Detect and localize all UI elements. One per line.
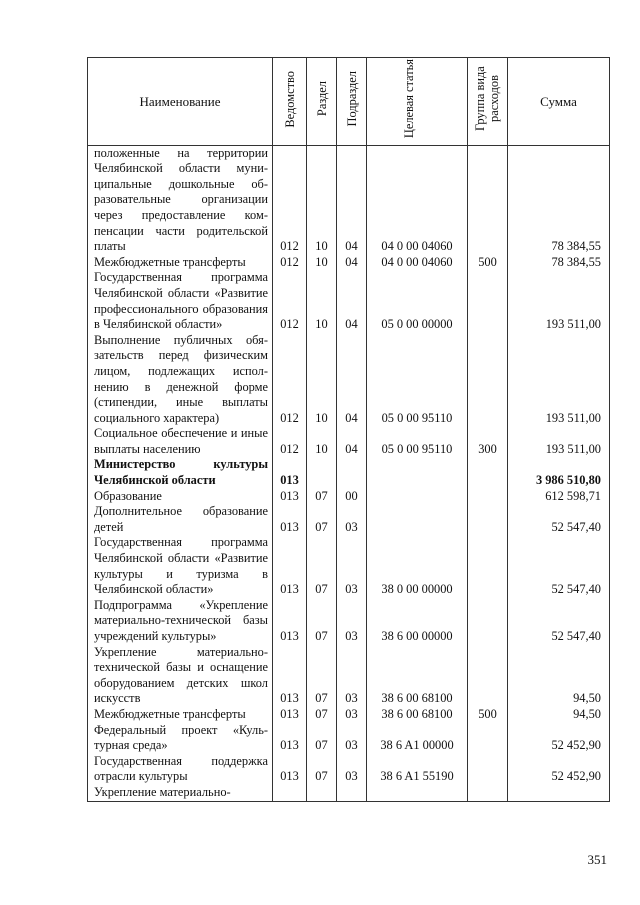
header-gruppa bbox=[468, 58, 508, 146]
table-row bbox=[88, 270, 610, 332]
row-name: Выполнение публичных обязательств перед физическим лицом, подлежащих исполнению в денежной форме (стипендии, иные выплаты социального характера) bbox=[88, 333, 273, 427]
row-summa: 94,50 bbox=[508, 707, 610, 723]
row-podrazd: 04 bbox=[337, 270, 367, 332]
row-ved: 013 bbox=[273, 754, 307, 785]
table-row bbox=[88, 754, 610, 785]
row-razd: 07 bbox=[307, 754, 337, 785]
row-gruppa bbox=[468, 723, 508, 754]
row-summa: 78 384,55 bbox=[508, 255, 610, 271]
row-ved: 013 bbox=[273, 489, 307, 505]
row-razd bbox=[307, 457, 337, 488]
row-podrazd: 04 bbox=[337, 145, 367, 255]
row-razd: 10 bbox=[307, 426, 337, 457]
row-celevaya: 38 6 00 68100 bbox=[367, 707, 468, 723]
row-gruppa: 500 bbox=[468, 707, 508, 723]
row-celevaya bbox=[367, 504, 468, 535]
table-row bbox=[88, 785, 610, 801]
row-razd: 07 bbox=[307, 707, 337, 723]
row-gruppa bbox=[468, 535, 508, 597]
row-gruppa bbox=[468, 785, 508, 801]
row-podrazd: 03 bbox=[337, 504, 367, 535]
row-ved: 013 bbox=[273, 504, 307, 535]
row-gruppa bbox=[468, 333, 508, 427]
row-name: Межбюджетные трансферты bbox=[88, 707, 273, 723]
row-summa: 78 384,55 bbox=[508, 145, 610, 255]
row-celevaya: 38 6 A1 00000 bbox=[367, 723, 468, 754]
budget-table bbox=[87, 57, 610, 802]
row-summa: 193 511,00 bbox=[508, 270, 610, 332]
row-name: Подпрограмма «Укрепление материально-технической базы учреждений культуры» bbox=[88, 598, 273, 645]
row-gruppa bbox=[468, 598, 508, 645]
table-row bbox=[88, 457, 610, 488]
row-ved: 013 bbox=[273, 457, 307, 488]
row-celevaya bbox=[367, 785, 468, 801]
row-podrazd: 04 bbox=[337, 333, 367, 427]
row-podrazd bbox=[337, 457, 367, 488]
row-celevaya: 38 0 00 00000 bbox=[367, 535, 468, 597]
header-podrazd-label: Подраздел bbox=[344, 71, 359, 127]
header-gruppa-label: Группа вида расходов bbox=[472, 66, 501, 132]
header-razd-label: Раздел bbox=[314, 81, 329, 117]
row-celevaya bbox=[367, 489, 468, 505]
row-name: Укрепление материально-технической базы и оснащение оборудованием детских школ искусств bbox=[88, 645, 273, 707]
row-celevaya: 04 0 00 04060 bbox=[367, 145, 468, 255]
row-podrazd: 03 bbox=[337, 754, 367, 785]
row-ved: 012 bbox=[273, 145, 307, 255]
row-podrazd: 03 bbox=[337, 645, 367, 707]
table-row bbox=[88, 145, 610, 255]
header-ved bbox=[273, 58, 307, 146]
header-podrazd bbox=[337, 58, 367, 146]
row-razd: 07 bbox=[307, 723, 337, 754]
table-row bbox=[88, 535, 610, 597]
row-summa: 193 511,00 bbox=[508, 333, 610, 427]
row-podrazd: 03 bbox=[337, 535, 367, 597]
row-name: положенные на территории Челябинской области муниципальные дошкольные образовательные организации через предоставление компенсации части родительской платы bbox=[88, 145, 273, 255]
row-name: Государственная поддержка отрасли культуры bbox=[88, 754, 273, 785]
row-summa: 52 452,90 bbox=[508, 754, 610, 785]
row-razd: 10 bbox=[307, 255, 337, 271]
header-celevaya-label: Целевая статья bbox=[402, 59, 416, 139]
row-summa: 3 986 510,80 bbox=[508, 457, 610, 488]
row-razd: 10 bbox=[307, 145, 337, 255]
row-razd: 07 bbox=[307, 489, 337, 505]
row-ved: 012 bbox=[273, 255, 307, 271]
row-ved bbox=[273, 785, 307, 801]
row-ved: 013 bbox=[273, 707, 307, 723]
row-summa: 52 547,40 bbox=[508, 598, 610, 645]
header-razd bbox=[307, 58, 337, 146]
row-name: Социальное обеспечение и иные выплаты населению bbox=[88, 426, 273, 457]
row-podrazd: 03 bbox=[337, 598, 367, 645]
table-row bbox=[88, 426, 610, 457]
row-podrazd bbox=[337, 785, 367, 801]
row-name: Образование bbox=[88, 489, 273, 505]
row-summa: 94,50 bbox=[508, 645, 610, 707]
row-name: Федеральный проект «Культурная среда» bbox=[88, 723, 273, 754]
row-name: Дополнительное образование детей bbox=[88, 504, 273, 535]
row-ved: 013 bbox=[273, 645, 307, 707]
row-razd: 07 bbox=[307, 504, 337, 535]
row-summa: 52 547,40 bbox=[508, 535, 610, 597]
row-razd: 10 bbox=[307, 333, 337, 427]
row-celevaya: 04 0 00 04060 bbox=[367, 255, 468, 271]
row-summa: 193 511,00 bbox=[508, 426, 610, 457]
row-podrazd: 03 bbox=[337, 707, 367, 723]
row-podrazd: 00 bbox=[337, 489, 367, 505]
row-summa: 612 598,71 bbox=[508, 489, 610, 505]
row-razd: 07 bbox=[307, 535, 337, 597]
row-gruppa bbox=[468, 754, 508, 785]
row-name: Государственная программа Челябинской области «Развитие профессионального образования в Челябинской области» bbox=[88, 270, 273, 332]
row-gruppa bbox=[468, 270, 508, 332]
row-ved: 012 bbox=[273, 426, 307, 457]
row-ved: 013 bbox=[273, 598, 307, 645]
table-row bbox=[88, 723, 610, 754]
row-summa: 52 452,90 bbox=[508, 723, 610, 754]
row-name: Министерство культуры Челябинской области bbox=[88, 457, 273, 488]
row-gruppa bbox=[468, 457, 508, 488]
row-ved: 012 bbox=[273, 333, 307, 427]
table-row bbox=[88, 255, 610, 271]
table-row bbox=[88, 707, 610, 723]
page-number: 351 bbox=[587, 852, 607, 867]
row-razd: 07 bbox=[307, 645, 337, 707]
row-ved: 013 bbox=[273, 723, 307, 754]
table-row bbox=[88, 489, 610, 505]
header-ved-label: Ведомство bbox=[282, 70, 297, 128]
row-celevaya: 38 6 A1 55190 bbox=[367, 754, 468, 785]
table-row bbox=[88, 645, 610, 707]
row-podrazd: 03 bbox=[337, 723, 367, 754]
row-celevaya: 05 0 00 95110 bbox=[367, 426, 468, 457]
row-gruppa bbox=[468, 145, 508, 255]
row-gruppa bbox=[468, 645, 508, 707]
header-celevaya bbox=[367, 58, 468, 146]
row-celevaya: 38 6 00 00000 bbox=[367, 598, 468, 645]
row-name: Государственная программа Челябинской области «Развитие культуры и туризма в Челябинской области» bbox=[88, 535, 273, 597]
row-ved: 013 bbox=[273, 535, 307, 597]
row-celevaya: 38 6 00 68100 bbox=[367, 645, 468, 707]
row-ved: 012 bbox=[273, 270, 307, 332]
table-row bbox=[88, 333, 610, 427]
row-razd: 07 bbox=[307, 598, 337, 645]
row-gruppa bbox=[468, 489, 508, 505]
header-summa: Сумма bbox=[508, 58, 610, 146]
header-name: Наименование bbox=[88, 58, 273, 146]
table-body bbox=[88, 145, 610, 801]
table-header bbox=[88, 58, 610, 146]
row-name: Укрепление материально- bbox=[88, 785, 273, 801]
row-summa: 52 547,40 bbox=[508, 504, 610, 535]
row-name: Межбюджетные трансферты bbox=[88, 255, 273, 271]
row-celevaya bbox=[367, 457, 468, 488]
row-gruppa bbox=[468, 504, 508, 535]
row-razd: 10 bbox=[307, 270, 337, 332]
row-celevaya: 05 0 00 95110 bbox=[367, 333, 468, 427]
table-row bbox=[88, 504, 610, 535]
table-row bbox=[88, 598, 610, 645]
row-razd bbox=[307, 785, 337, 801]
row-celevaya: 05 0 00 00000 bbox=[367, 270, 468, 332]
row-gruppa: 500 bbox=[468, 255, 508, 271]
row-podrazd: 04 bbox=[337, 255, 367, 271]
row-summa bbox=[508, 785, 610, 801]
row-gruppa: 300 bbox=[468, 426, 508, 457]
row-podrazd: 04 bbox=[337, 426, 367, 457]
